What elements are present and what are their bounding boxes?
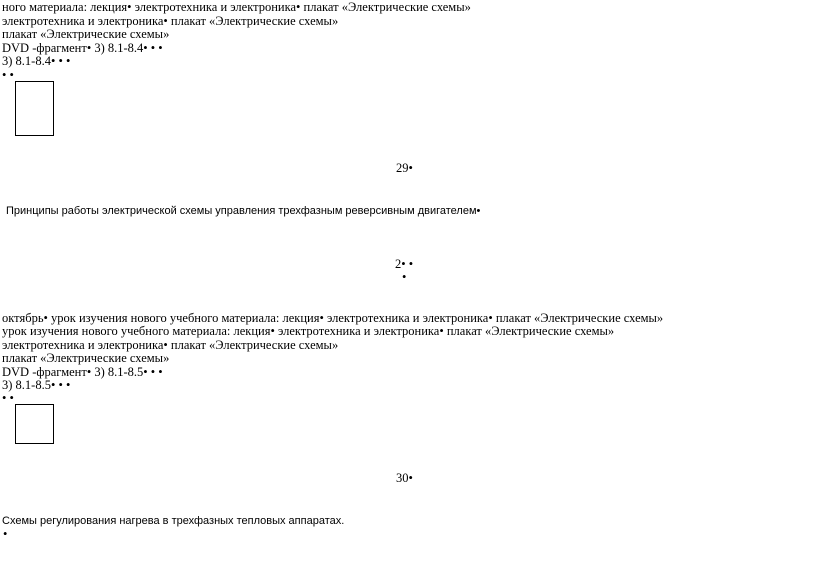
text-line: DVD -фрагмент• 3) 8.1-8.4• • • [2, 41, 163, 55]
image-placeholder [15, 81, 54, 136]
text-line: ного материала: лекция• электротехника и электроника• плакат «Электрические схемы» [2, 0, 471, 14]
text-line: DVD -фрагмент• 3) 8.1-8.5• • • [2, 365, 163, 379]
text-line: плакат «Электрические схемы» [2, 351, 170, 365]
text-line: • • [2, 68, 14, 82]
page-number: 29• [396, 161, 413, 175]
text-line: электротехника и электроника• плакат «Электрические схемы» [2, 338, 339, 352]
text-line: урок изучения нового учебного материала: лекция• электротехника и электроника• плакат «Электрические схемы» [2, 324, 615, 338]
text-line: электротехника и электроника• плакат «Электрические схемы» [2, 14, 339, 28]
page-number: 30• [396, 471, 413, 485]
text-line: октябрь• урок изучения нового учебного материала: лекция• электротехника и электроника• плакат «Электрические схемы» [2, 311, 664, 325]
text-line: 3) 8.1-8.4• • • [2, 54, 71, 68]
text-line: • • [2, 391, 14, 405]
text-line: 3) 8.1-8.5• • • [2, 378, 71, 392]
text-line: плакат «Электрические схемы» [2, 27, 170, 41]
section-heading: Схемы регулирования нагрева в трехфазных тепловых аппаратах. [2, 515, 345, 527]
image-placeholder [15, 404, 54, 444]
section-heading: Принципы работы электрической схемы управления трехфазным реверсивным двигателем• [6, 205, 481, 217]
trailing-bullet: • [3, 527, 8, 541]
marker-top: 2• • [395, 257, 414, 271]
marker-bottom: • [402, 270, 407, 284]
